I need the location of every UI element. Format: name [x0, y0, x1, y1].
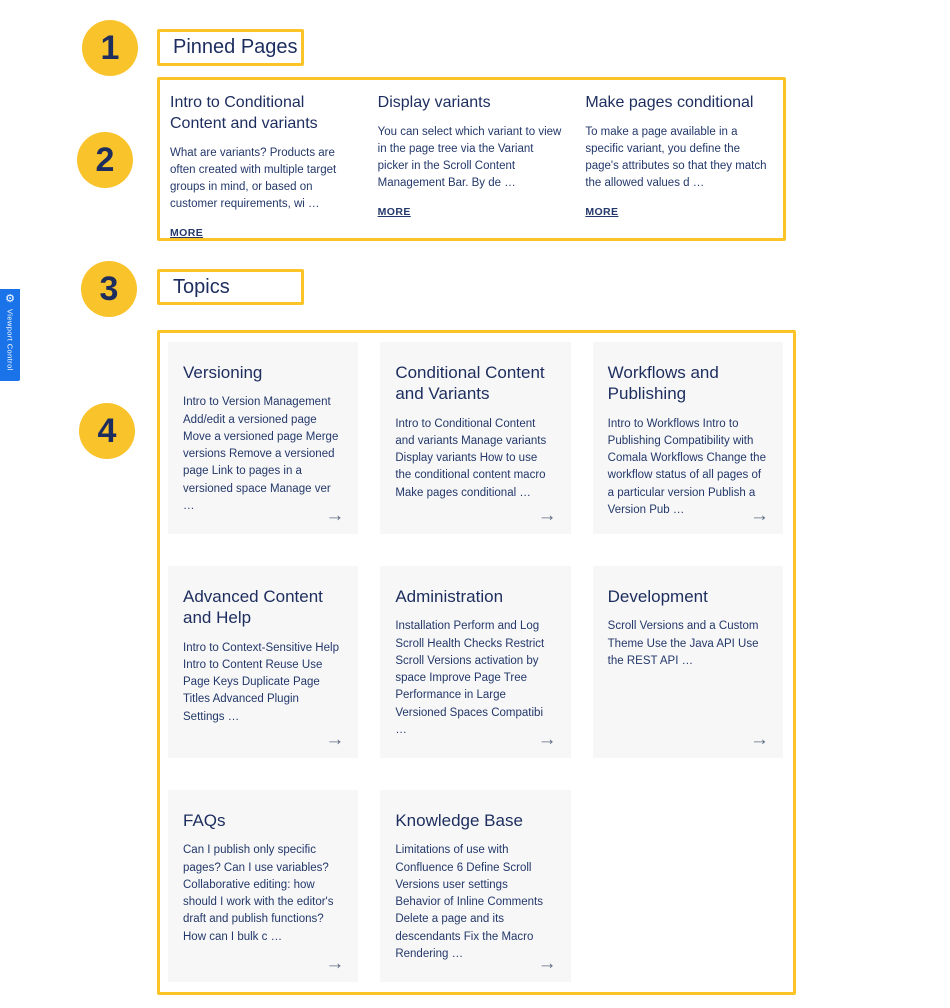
topic-card-title: Workflows and Publishing — [607, 363, 719, 404]
annotation-marker-1: 1 — [82, 20, 138, 76]
more-link[interactable]: MORE — [170, 226, 204, 239]
viewport-control-label: Viewport Control — [5, 309, 15, 371]
arrow-right-icon: → — [537, 953, 557, 974]
topic-card-title: Knowledge Base — [395, 811, 523, 830]
topic-card-workflows-and-publishing[interactable] — [593, 342, 783, 534]
topic-card-title: Advanced Content and Help — [183, 587, 323, 628]
topic-card-excerpt: Limitations of use with Confluence 6 Define Scroll Versions user settings Behavior of Inline Comments Delete a page and its descendants Fix the Macro Rendering … — [395, 844, 543, 960]
topic-card-title: Administration — [395, 587, 504, 606]
topic-card-excerpt: Installation Perform and Log Scroll Health Checks Restrict Scroll Versions activation by space Improve Page Tree Performance in Large Versioned Spaces Compatibi … — [395, 620, 545, 736]
pinned-card-excerpt: To make a page available in a specific variant, you define the page's attributes so that they match the allowed values d … — [585, 125, 767, 189]
topic-card-versioning[interactable] — [168, 342, 358, 534]
annotation-marker-4: 4 — [79, 403, 135, 459]
pinned-pages-heading: Pinned Pages — [157, 29, 304, 66]
topic-card-excerpt: Intro to Conditional Content and variants Manage variants Display variants How to use the conditional content macro Make pages conditional … — [395, 417, 547, 499]
pinned-card-title: Make pages conditional — [585, 94, 754, 111]
topic-card-administration[interactable] — [380, 566, 570, 758]
topic-card-excerpt: Scroll Versions and a Custom Theme Use the Java API Use the REST API … — [607, 620, 759, 667]
topic-card-development[interactable] — [593, 566, 783, 758]
topic-card-excerpt: Intro to Workflows Intro to Publishing Compatibility with Comala Workflows Change the workflow status of all pages of a particular version Publish a Version Pub … — [607, 417, 766, 516]
topic-card-conditional-content-and-variants[interactable] — [380, 342, 570, 534]
gear-icon: ⚙ — [5, 293, 15, 305]
pinned-card-intro-conditional-content — [168, 93, 358, 241]
topic-card-faqs[interactable] — [168, 790, 358, 982]
topic-card-excerpt: Can I publish only specific pages? Can I use variables? Collaborative editing: how should I work with the editor's draft and publish functions? How can I bulk c … — [183, 844, 334, 943]
topic-card-title: Conditional Content and Variants — [395, 363, 545, 404]
arrow-right-icon: → — [537, 729, 557, 750]
topic-card-title: Versioning — [183, 363, 263, 382]
pinned-card-title: Display variants — [377, 94, 491, 111]
topic-card-advanced-content-and-help[interactable] — [168, 566, 358, 758]
arrow-right-icon: → — [749, 729, 769, 750]
viewport-control-tab[interactable] — [0, 289, 20, 381]
topics-heading: Topics — [157, 269, 304, 305]
pinned-card-make-pages-conditional — [583, 93, 773, 241]
annotation-marker-3: 3 — [81, 261, 137, 317]
arrow-right-icon: → — [749, 505, 769, 526]
topic-card-knowledge-base[interactable] — [380, 790, 570, 982]
pinned-card-title: Intro to Conditional Content and variants — [170, 94, 318, 132]
more-link[interactable]: MORE — [377, 205, 411, 218]
arrow-right-icon: → — [537, 505, 557, 526]
arrow-right-icon: → — [325, 729, 345, 750]
pinned-card-display-variants — [376, 93, 566, 241]
pinned-card-excerpt: What are variants? Products are often created with multiple target groups in mind, or based on customer requirements, wi … — [170, 146, 337, 210]
pinned-card-excerpt: You can select which variant to view in the page tree via the Variant picker in the Scroll Content Management Bar. By de … — [377, 125, 562, 189]
annotation-marker-2: 2 — [77, 132, 133, 188]
pinned-pages-section — [157, 77, 786, 241]
topic-card-excerpt: Intro to Version Management Add/edit a versioned page Move a versioned page Merge versions Remove a versioned page Link to pages in a versioned space Manage ver … — [183, 396, 339, 512]
topic-card-excerpt: Intro to Context-Sensitive Help Intro to Content Reuse Use Page Keys Duplicate Page Titles Advanced Plugin Settings … — [183, 641, 339, 723]
arrow-right-icon: → — [325, 953, 345, 974]
arrow-right-icon: → — [325, 505, 345, 526]
topic-card-title: Development — [607, 587, 708, 606]
topics-section — [157, 330, 796, 995]
topic-card-title: FAQs — [183, 811, 226, 830]
more-link[interactable]: MORE — [585, 205, 619, 218]
